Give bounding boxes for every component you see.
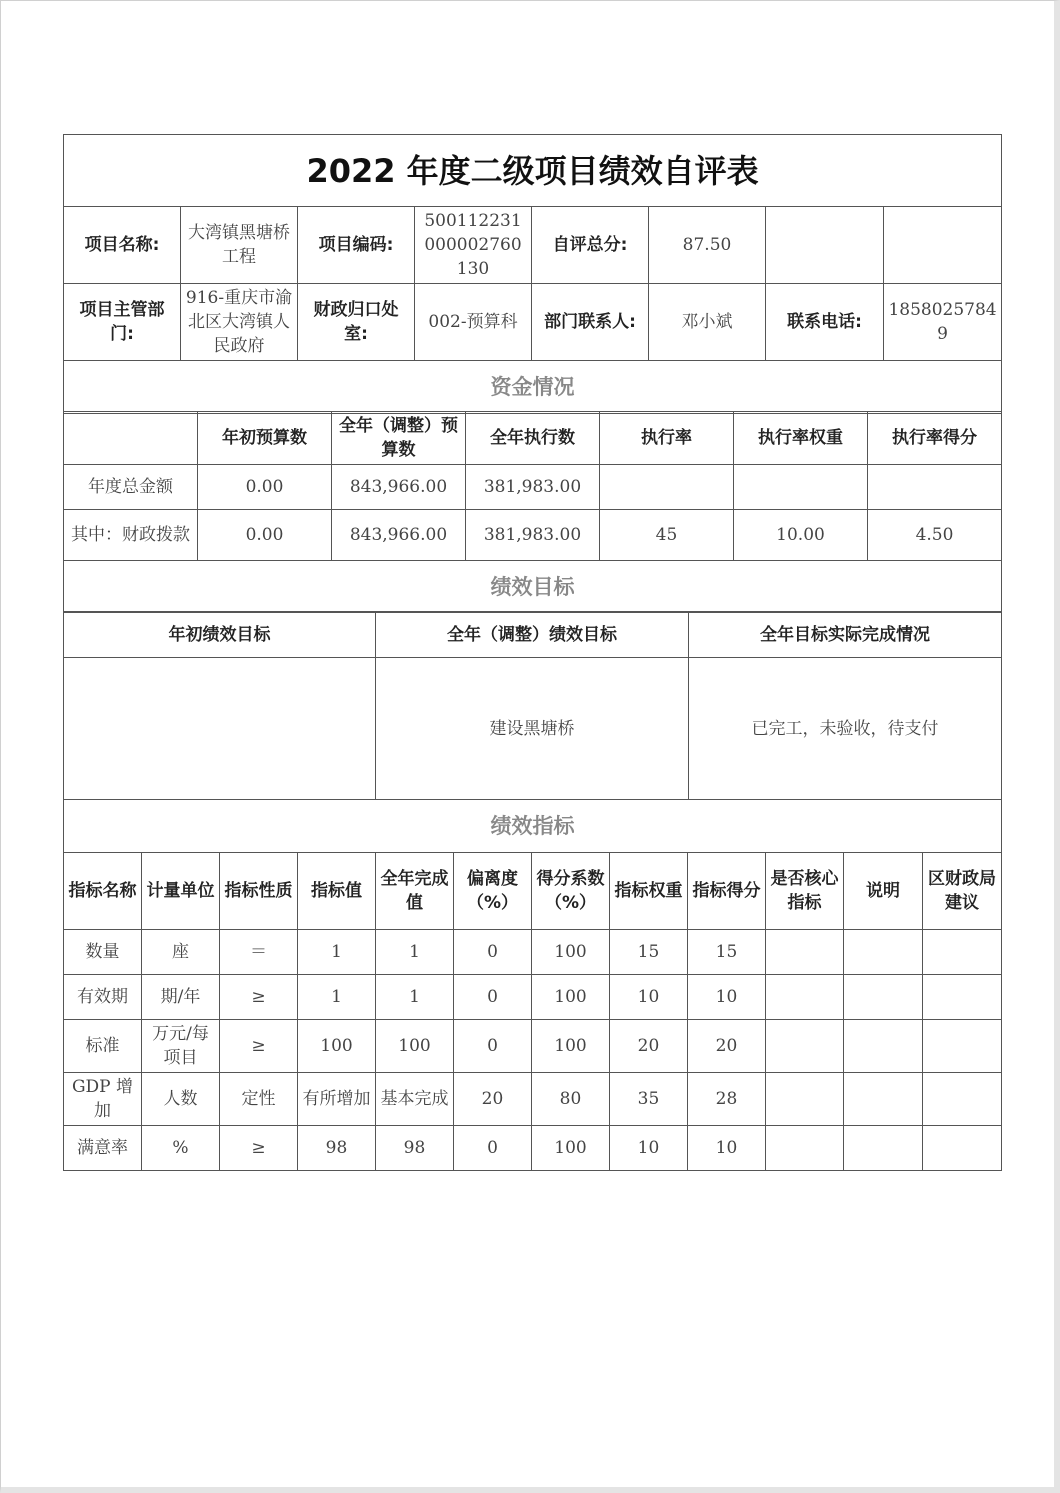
score-value: 87.50 (649, 207, 766, 284)
table-cell: % (142, 1126, 220, 1171)
funds-header: 全年执行数 (466, 412, 600, 465)
table-cell: 10.00 (734, 510, 868, 561)
project-info-table (63, 134, 1002, 414)
table-cell (600, 465, 734, 510)
initial-goal-value (64, 658, 376, 800)
table-cell: 满意率 (64, 1126, 142, 1171)
table-cell: 1 (298, 975, 376, 1020)
funds-table (63, 411, 1002, 613)
table-row (64, 465, 1002, 510)
table-cell: 座 (142, 930, 220, 975)
project-code-value: 500112231000002760130 (415, 207, 532, 284)
table-cell (766, 930, 844, 975)
table-cell: 20 (610, 1020, 688, 1073)
table-cell (766, 975, 844, 1020)
table-cell: 0.00 (198, 510, 332, 561)
table-cell: 0 (454, 1020, 532, 1073)
table-cell: 1 (376, 975, 454, 1020)
table-cell: GDP 增加 (64, 1073, 142, 1126)
goals-header: 全年目标实际完成情况 (689, 612, 1002, 658)
funds-header: 执行率得分 (868, 412, 1002, 465)
table-cell (766, 1073, 844, 1126)
phone-label: 联系电话: (766, 284, 884, 361)
finance-value: 002-预算科 (415, 284, 532, 361)
funds-header (64, 412, 198, 465)
table-cell: 843,966.00 (332, 465, 466, 510)
table-cell (844, 975, 923, 1020)
table-cell: 843,966.00 (332, 510, 466, 561)
table-cell: 10 (610, 975, 688, 1020)
indicator-header: 指标性质 (220, 853, 298, 930)
completion-status-value: 已完工，未验收，待支付 (689, 658, 1002, 800)
table-cell (844, 1073, 923, 1126)
table-cell: ≥ (220, 975, 298, 1020)
table-cell (844, 1126, 923, 1171)
indicator-header: 说明 (844, 853, 923, 930)
dept-value: 916-重庆市渝北区大湾镇人民政府 (181, 284, 298, 361)
finance-label: 财政归口处室: (298, 284, 415, 361)
contact-label: 部门联系人: (532, 284, 649, 361)
table-cell (868, 465, 1002, 510)
empty-cell (884, 207, 1002, 284)
table-cell: 100 (532, 1126, 610, 1171)
table-cell: 1 (376, 930, 454, 975)
table-cell: 45 (600, 510, 734, 561)
table-cell: 数量 (64, 930, 142, 975)
table-cell: ≥ (220, 1126, 298, 1171)
goals-header: 全年（调整）绩效目标 (376, 612, 689, 658)
table-cell (844, 1020, 923, 1073)
table-cell: 80 (532, 1073, 610, 1126)
table-cell (766, 1126, 844, 1171)
table-cell: 年度总金额 (64, 465, 198, 510)
table-cell: 人数 (142, 1073, 220, 1126)
table-cell: 0.00 (198, 465, 332, 510)
indicator-header: 计量单位 (142, 853, 220, 930)
indicator-header: 区财政局建议 (923, 853, 1002, 930)
table-row (64, 510, 1002, 561)
indicator-header: 偏离度（%） (454, 853, 532, 930)
table-row (64, 930, 1002, 975)
table-cell: 100 (532, 1020, 610, 1073)
funds-header: 执行率 (600, 412, 734, 465)
empty-cell (766, 207, 884, 284)
table-row (64, 975, 1002, 1020)
funds-section-title: 资金情况 (64, 361, 1002, 414)
table-cell: 100 (532, 930, 610, 975)
table-cell: 基本完成 (376, 1073, 454, 1126)
table-cell: 381,983.00 (466, 510, 600, 561)
indicators-section-title: 绩效指标 (64, 800, 1002, 853)
funds-header: 年初预算数 (198, 412, 332, 465)
table-cell (923, 975, 1002, 1020)
indicator-header: 指标权重 (610, 853, 688, 930)
table-cell: 0 (454, 1126, 532, 1171)
table-cell (734, 465, 868, 510)
project-code-label: 项目编码: (298, 207, 415, 284)
table-cell: 98 (298, 1126, 376, 1171)
table-cell (923, 930, 1002, 975)
goals-table (63, 611, 1002, 853)
table-cell: 15 (688, 930, 766, 975)
indicator-header: 指标名称 (64, 853, 142, 930)
indicator-header: 是否核心指标 (766, 853, 844, 930)
table-cell: 381,983.00 (466, 465, 600, 510)
table-cell: 其中：财政拨款 (64, 510, 198, 561)
table-cell: 98 (376, 1126, 454, 1171)
table-cell: ≥ (220, 1020, 298, 1073)
table-cell: 万元/每项目 (142, 1020, 220, 1073)
phone-value: 18580257849 (884, 284, 1002, 361)
table-cell: 35 (610, 1073, 688, 1126)
contact-value: 邓小斌 (649, 284, 766, 361)
table-row (64, 1126, 1002, 1171)
table-cell (923, 1126, 1002, 1171)
table-cell: 标准 (64, 1020, 142, 1073)
table-cell (844, 930, 923, 975)
table-cell: 有效期 (64, 975, 142, 1020)
adjusted-goal-value: 建设黑塘桥 (376, 658, 689, 800)
page-title: 2022 年度二级项目绩效自评表 (64, 135, 1002, 207)
table-cell: 10 (610, 1126, 688, 1171)
table-row (64, 1020, 1002, 1073)
table-cell: 100 (376, 1020, 454, 1073)
indicators-body (64, 930, 1002, 1171)
table-cell: 4.50 (868, 510, 1002, 561)
score-label: 自评总分: (532, 207, 649, 284)
table-cell: 有所增加 (298, 1073, 376, 1126)
table-cell: 1 (298, 930, 376, 975)
indicators-table (63, 852, 1002, 1171)
table-cell: 100 (532, 975, 610, 1020)
funds-header: 执行率权重 (734, 412, 868, 465)
table-cell (923, 1020, 1002, 1073)
indicator-header: 指标得分 (688, 853, 766, 930)
table-cell: 100 (298, 1020, 376, 1073)
table-cell: 期/年 (142, 975, 220, 1020)
project-name-value: 大湾镇黑塘桥工程 (181, 207, 298, 284)
indicator-header: 全年完成值 (376, 853, 454, 930)
table-cell: 0 (454, 975, 532, 1020)
project-name-label: 项目名称: (64, 207, 181, 284)
indicator-header: 得分系数（%） (532, 853, 610, 930)
table-cell (923, 1073, 1002, 1126)
table-cell: 0 (454, 930, 532, 975)
goals-section-title: 绩效目标 (64, 561, 1002, 613)
funds-header: 全年（调整）预算数 (332, 412, 466, 465)
table-cell: 20 (688, 1020, 766, 1073)
table-cell: 定性 (220, 1073, 298, 1126)
table-row (64, 1073, 1002, 1126)
goals-header: 年初绩效目标 (64, 612, 376, 658)
table-cell: ＝ (220, 930, 298, 975)
dept-label: 项目主管部门: (64, 284, 181, 361)
table-cell: 20 (454, 1073, 532, 1126)
table-cell: 28 (688, 1073, 766, 1126)
indicator-header: 指标值 (298, 853, 376, 930)
table-cell (766, 1020, 844, 1073)
table-cell: 15 (610, 930, 688, 975)
table-cell: 10 (688, 1126, 766, 1171)
table-cell: 10 (688, 975, 766, 1020)
